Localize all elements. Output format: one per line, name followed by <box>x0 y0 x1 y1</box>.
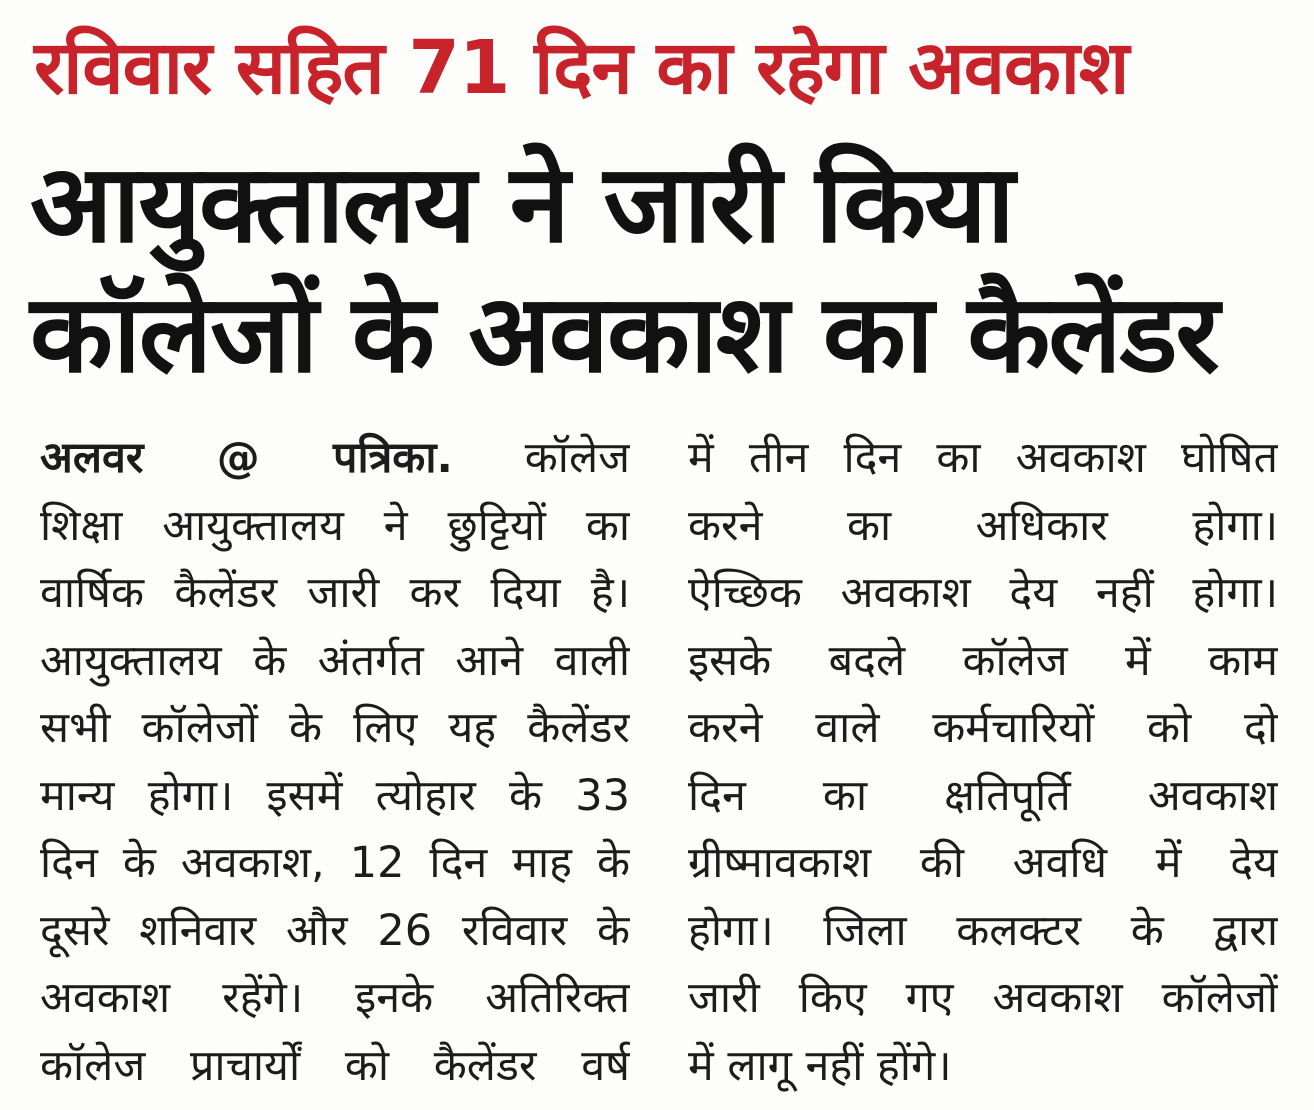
body-line: में लागू नहीं होंगे। <box>688 1040 952 1091</box>
body-line: करने वाले कर्मचारियों को दो <box>688 703 1278 753</box>
body-line: इसके बदले कॉलेज में काम <box>688 635 1278 686</box>
kicker-headline: रविवार सहित 71 दिन का रहेगा अवकाश <box>34 25 1129 111</box>
body-line: अवकाश रहेंगे। इनके अतिरिक्त <box>40 973 630 1023</box>
body-line: ऐच्छिक अवकाश देय नहीं होगा। <box>688 568 1278 618</box>
body-line: जारी किए गए अवकाश कॉलेजों <box>688 973 1278 1023</box>
body-line: दिन के अवकाश, 12 दिन माह के <box>40 838 630 888</box>
body-line: होगा। जिला कलक्टर के द्वारा <box>688 905 1278 956</box>
body-line: दूसरे शनिवार और 26 रविवार के <box>40 905 630 956</box>
body-line: सभी कॉलेजों के लिए यह कैलेंडर <box>40 703 630 753</box>
body-line: वार्षिक कैलेंडर जारी कर दिया है। <box>40 568 630 618</box>
headline-line-2: कॉलेजों के अवकाश का कैलेंडर <box>30 272 1218 397</box>
body-line: में तीन दिन का अवकाश घोषित <box>688 433 1278 483</box>
body-line <box>40 425 630 493</box>
body-line: कॉलेज प्राचार्यों को कैलेंडर वर्ष <box>40 1040 630 1091</box>
body-line: मान्य होगा। इसमें त्योहार के 33 <box>40 770 630 821</box>
body-column-left <box>40 425 630 1100</box>
byline: अलवर @ पत्रिका. <box>40 433 453 483</box>
body-line: आयुक्तालय के अंतर्गत आने वाली <box>40 635 630 686</box>
headline-line-1: आयुक्तालय ने जारी किया <box>30 142 1013 267</box>
main-headline <box>30 140 1290 400</box>
body-line: शिक्षा आयुक्तालय ने छुट्टियों का <box>40 500 630 551</box>
body-column-right <box>688 425 1278 1100</box>
body-line: दिन का क्षतिपूर्ति अवकाश <box>688 770 1278 821</box>
body-line: ग्रीष्मावकाश की अवधि में देय <box>688 838 1278 888</box>
body-line: करने का अधिकार होगा। <box>688 500 1278 551</box>
body-line-text: कॉलेज <box>524 433 630 483</box>
